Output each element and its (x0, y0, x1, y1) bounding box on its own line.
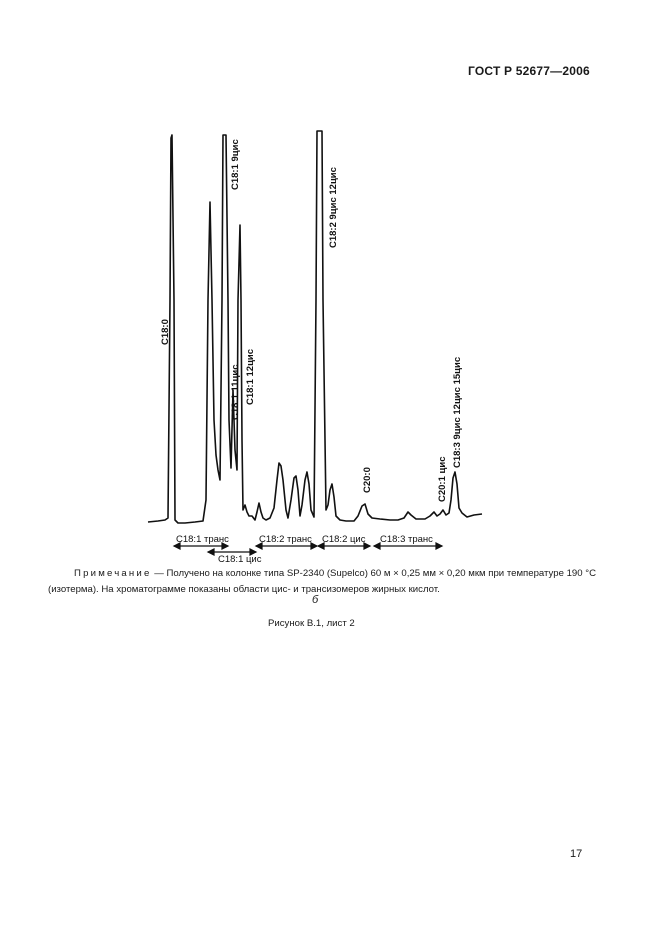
peak-label-c20-1: C20:1 цис (437, 456, 448, 502)
page-number: 17 (570, 848, 583, 860)
region-label-c18-3-trans: C18:3 транс (380, 534, 433, 545)
peak-label-c18-1-11cis: C18:1 11цис (230, 364, 241, 420)
peak-label-c18-0: C18:0 (160, 319, 171, 345)
arrowhead-left (208, 549, 214, 555)
peak-label-c20-0: C20:0 (362, 467, 373, 493)
region-label-c18-1-cis: C18:1 цис (218, 554, 262, 565)
figure-note (48, 566, 608, 598)
region-label-c18-2-cis: C18:2 цис (322, 534, 366, 545)
chromatogram-trace (148, 131, 482, 523)
region-label-c18-2-trans: C18:2 транс (259, 534, 312, 545)
note-lead: Примечание (74, 568, 152, 579)
region-label-c18-1-trans: C18:1 транс (176, 534, 229, 545)
peak-label-c18-1-12cis: C18:1 12цис (245, 348, 256, 405)
peak-label-c18-1-9cis: C18:1 9цис (230, 139, 241, 190)
standard-header: ГОСТ Р 52677—2006 (468, 64, 590, 78)
note-text: — Получено на колонке типа SP-2340 (Supelco) 60 м × 0,25 мм × 0,20 мкм при температуре 190 °С (изотерма). На хроматограмме показаны области цис- и трансизомеров жирных кислот. (48, 568, 597, 595)
peak-label-c18-2: C18:2 9цис 12цис (328, 167, 339, 248)
arrowhead-right (436, 543, 442, 549)
peak-label-c18-3: C18:3 9цис 12цис 15цис (452, 356, 463, 468)
figure-caption: Рисунок В.1, лист 2 (268, 618, 355, 629)
figure-sublabel: б (312, 594, 319, 606)
